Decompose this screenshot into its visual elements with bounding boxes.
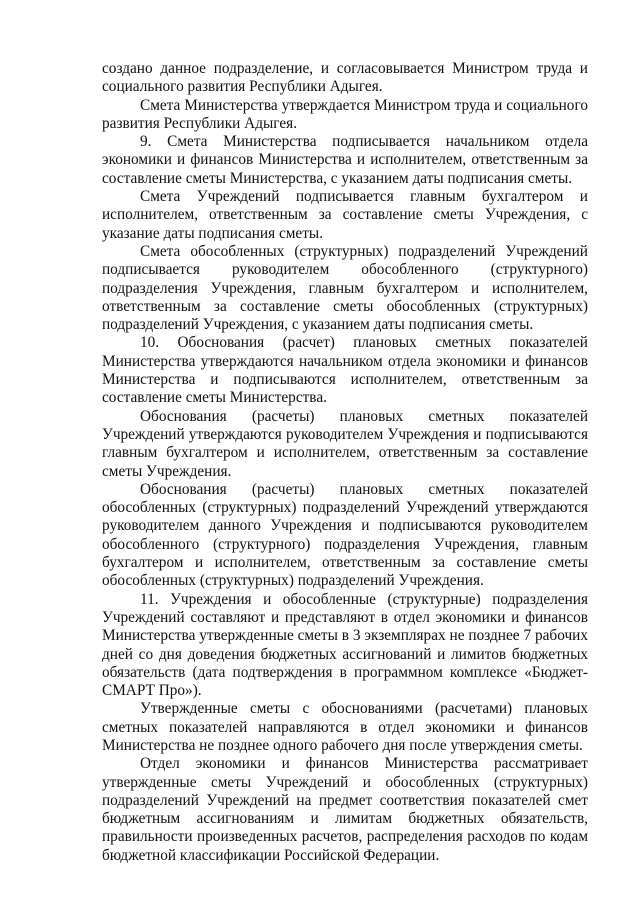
- document-body: [102, 60, 588, 865]
- paragraph: Обоснования (расчеты) плановых сметных показателей обособленных (структурных) подразделений Учреждений утверждаются руководителем данного Учреждения и подписываются руководителем обособленного (структурного) подразделения Учреждения, главным бухгалтером и исполнителем, ответственным за составление сметы обособленных (структурных) подразделений Учреждения.: [102, 480, 588, 590]
- paragraph-clause-10: 10. Обоснования (расчет) плановых сметных показателей Министерства утверждаются начальником отдела экономики и финансов Министерства и подписываются исполнителем, ответственным за составление сметы Министерства.: [102, 334, 588, 407]
- paragraph: Смета Министерства утверждается Министром труда и социального развития Республики Адыгея.: [102, 96, 588, 132]
- paragraph: Утвержденные сметы с обоснованиями (расчетами) плановых сметных показателей направляются в отдел экономики и финансов Министерства не позднее одного рабочего дня после утверждения сметы.: [102, 700, 588, 754]
- paragraph-clause-9: 9. Смета Министерства подписывается начальником отдела экономики и финансов Министерства и исполнителем, ответственным за составление сметы Министерства, с указанием даты подписания сметы.: [102, 133, 588, 187]
- paragraph: Смета обособленных (структурных) подразделений Учреждений подписывается руководителем обособленного (структурного) подразделения Учреждения, главным бухгалтером и исполнителем, ответственным за составление сметы обособленных (структурных) подразделений Учреждения, с указанием даты подписания сметы.: [102, 242, 588, 334]
- paragraph: Обоснования (расчеты) плановых сметных показателей Учреждений утверждаются руководителем Учреждения и подписываются главным бухгалтером и исполнителем, ответственным за составление сметы Учреждения.: [102, 407, 588, 480]
- paragraph-continuation: создано данное подразделение, и согласовывается Министром труда и социального развития Республики Адыгея.: [102, 60, 588, 96]
- paragraph: Смета Учреждений подписывается главным бухгалтером и исполнителем, ответственным за составление сметы Учреждения, с указание даты подписания сметы.: [102, 188, 588, 242]
- paragraph: Отдел экономики и финансов Министерства рассматривает утвержденные сметы Учреждений и обособленных (структурных) подразделений Учреждений на предмет соответствия показателей смет бюджетным ассигнованиям и лимитам бюджетных обязательств, правильности произведенных расчетов, распределения расходов по кодам бюджетной классификации Российской Федерации.: [102, 755, 588, 864]
- paragraph-clause-11: 11. Учреждения и обособленные (структурные) подразделения Учреждений составляют и представляют в отдел экономики и финансов Министерства утвержденные сметы в 3 экземплярах не позднее 7 рабочих дней со дня доведения бюджетных ассигнований и лимитов бюджетных обязательств (дата подтверждения в программном комплексе «Бюджет-СМАРТ Про»).: [102, 590, 588, 700]
